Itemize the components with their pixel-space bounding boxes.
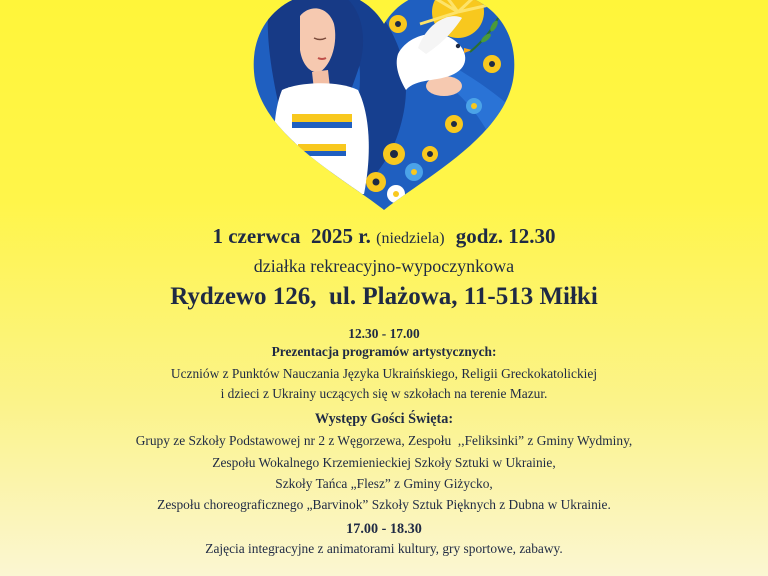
event-date: 1 czerwca 2025 r.: [212, 224, 371, 248]
block2-time: 17.00 - 18.30: [346, 521, 422, 537]
block2-text: Zajęcia integracyjne z animatorami kultury, gry sportowe, zabawy.: [205, 541, 563, 556]
guests-line-3: Szkoły Tańca „Flesz” z Gminy Giżycko,: [275, 476, 493, 491]
event-time: godz. 12.30: [455, 224, 556, 248]
event-address: Rydzewo 126, ul. Plażowa, 11-513 Miłki: [170, 283, 598, 310]
event-date-line: [0, 224, 768, 249]
guests-line-4: Zespołu choreograficznego „Barvinok” Szkoły Sztuk Pięknych z Dubna w Ukrainie.: [157, 497, 611, 512]
event-venue: działka rekreacyjno-wypoczynkowa: [253, 256, 515, 276]
block1-heading: Prezentacja programów artystycznych:: [271, 344, 497, 359]
guests-line-2: Zespołu Wokalnego Krzemienieckiej Szkoły Sztuki w Ukrainie,: [212, 455, 556, 470]
guests-heading: Występy Gości Święta:: [314, 411, 454, 427]
event-weekday: (niedziela): [376, 230, 445, 247]
block1-time: 12.30 - 17.00: [348, 326, 420, 341]
block1-line-1: Uczniów z Punktów Nauczania Języka Ukraińskiego, Religii Greckokatolickiej: [170, 366, 598, 381]
block1-line-2: i dzieci z Ukrainy uczących się w szkołach na terenie Mazur.: [220, 386, 548, 401]
ukraine-heart-illustration-icon: [248, 0, 520, 216]
guests-line-1: Grupy ze Szkoły Podstawowej nr 2 z Węgorzewa, Zespołu ,,Feliksinki” z Gminy Wydminy,: [135, 433, 633, 448]
